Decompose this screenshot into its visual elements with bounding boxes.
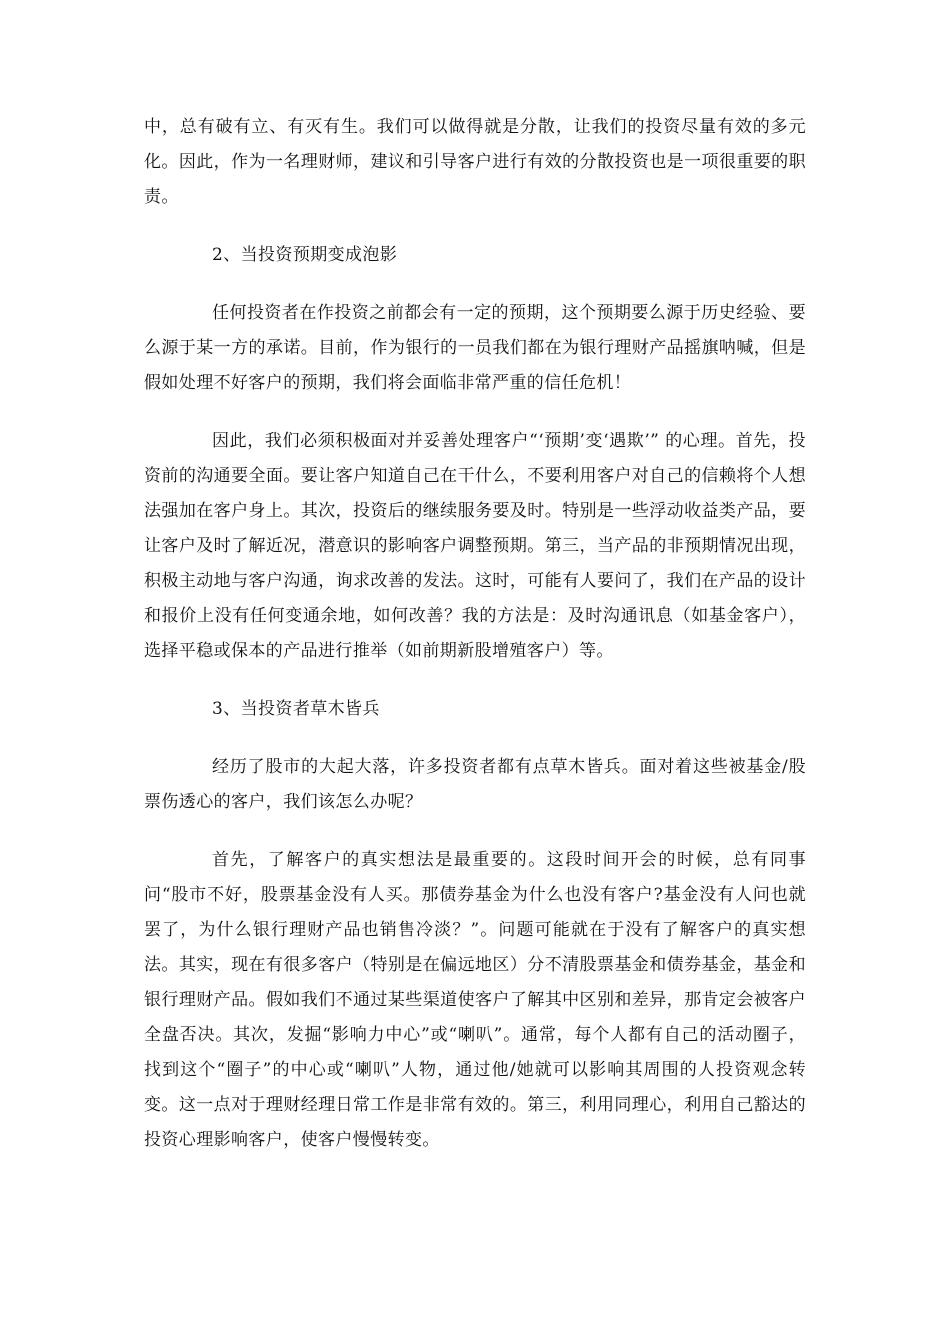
paragraph-continuation: 中，总有破有立、有灭有生。我们可以做得就是分散，让我们的投资尽量有效的多元化。因此，作为一名理财师，建议和引导客户进行有效的分散投资也是一项很重要的职责。: [144, 117, 806, 207]
paragraph-expectation-intro: 任何投资者在作投资之前都会有一定的预期，这个预期要么源于历史经验、要么源于某一方的承诺。目前，作为银行的一员我们都在为银行理财产品摇旗呐喊，但是假如处理不好客户的预期，我们将会面临非常严重的信任危机！: [144, 303, 806, 393]
paragraph-expectation-handling: 因此，我们必须积极面对并妥善处理客户“‘预期’变‘遇欺’” 的心理。首先，投资前的沟通要全面。要让客户知道自己在干什么，不要利用客户对自己的信赖将个人想法强加在客户身上。其次，投资后的继续服务要及时。特别是一些浮动收益类产品，要让客户及时了解近况，潜意识的影响客户调整预期。第三，当产品的非预期情况出现，积极主动地与客户沟通，询求改善的发法。这时，可能有人要问了，我们在产品的设计和报价上没有任何变通余地，如何改善？我的方法是：及时沟通讯息（如基金客户），选择平稳或保本的产品进行推举（如前期新股增殖客户）等。: [144, 431, 806, 661]
section-heading-2: 2、当投资预期变成泡影: [212, 245, 398, 265]
section-heading-3: 3、当投资者草木皆兵: [212, 699, 380, 719]
paragraph-investor-fear-intro: 经历了股市的大起大落，许多投资者都有点草木皆兵。面对着这些被基金/股票伤透心的客户，我们该怎么办呢？: [144, 757, 806, 812]
paragraph-investor-fear-methods: 首先，了解客户的真实想法是最重要的。这段时间开会的时候，总有同事问“股市不好，股票基金没有人买。那债券基金为什么也没有客户?基金没有人问也就罢了，为什么银行理财产品也销售冷淡？”。问题可能就在于没有了解客户的真实想法。其实，现在有很多客户（特别是在偏远地区）分不清股票基金和债券基金，基金和银行理财产品。假如我们不通过某些渠道使客户了解其中区别和差异，那肯定会被客户全盘否决。其次，发掘“影响力中心”或“喇叭”。通常，每个人都有自己的活动圈子，找到这个“圈子”的中心或“喇叭”人物，通过他/她就可以影响其周围的人投资观念转变。这一点对于理财经理日常工作是非常有效的。第三，利用同理心，利用自己豁达的投资心理影响客户，使客户慢慢转变。: [144, 850, 806, 1150]
document-page: [144, 110, 806, 1181]
